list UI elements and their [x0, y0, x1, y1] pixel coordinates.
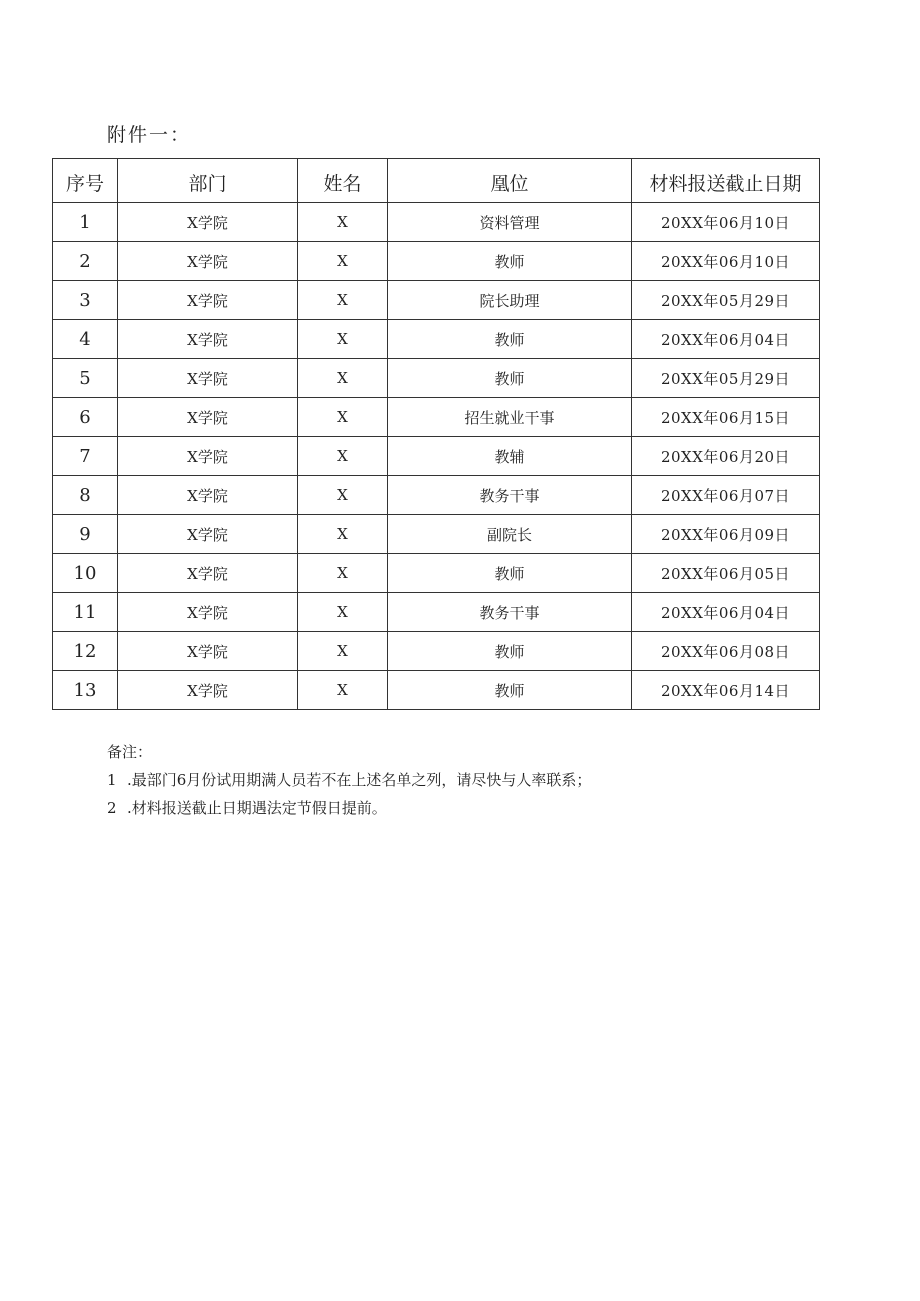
attachment-heading: 附件一： — [107, 124, 192, 146]
table-row — [53, 593, 820, 632]
header-department: 部门 — [118, 159, 298, 203]
note-number: 1 — [107, 771, 117, 789]
cell-department: X学院 — [118, 359, 298, 398]
cell-seq: 7 — [53, 437, 118, 476]
header-deadline: 材料报送截止日期 — [632, 159, 820, 203]
cell-name: X — [298, 437, 388, 476]
table-body — [53, 203, 820, 710]
table-row — [53, 359, 820, 398]
cell-seq: 8 — [53, 476, 118, 515]
cell-seq: 9 — [53, 515, 118, 554]
cell-seq: 11 — [53, 593, 118, 632]
cell-department: X学院 — [118, 632, 298, 671]
cell-deadline: 20XX年06月05日 — [632, 554, 820, 593]
cell-deadline: 20XX年06月09日 — [632, 515, 820, 554]
cell-name: X — [298, 359, 388, 398]
cell-position: 院长助理 — [388, 281, 632, 320]
cell-deadline: 20XX年05月29日 — [632, 359, 820, 398]
cell-position: 教师 — [388, 632, 632, 671]
cell-department: X学院 — [118, 476, 298, 515]
cell-position: 资料管理 — [388, 203, 632, 242]
cell-seq: 1 — [53, 203, 118, 242]
table-row — [53, 554, 820, 593]
cell-deadline: 20XX年06月10日 — [632, 242, 820, 281]
cell-position: 招生就业干事 — [388, 398, 632, 437]
cell-department: X学院 — [118, 593, 298, 632]
cell-position: 教师 — [388, 671, 632, 710]
cell-seq: 3 — [53, 281, 118, 320]
cell-deadline: 20XX年06月20日 — [632, 437, 820, 476]
cell-deadline: 20XX年05月29日 — [632, 281, 820, 320]
cell-department: X学院 — [118, 203, 298, 242]
cell-name: X — [298, 281, 388, 320]
cell-seq: 12 — [53, 632, 118, 671]
table-header-row — [53, 159, 820, 203]
cell-position: 教务干事 — [388, 593, 632, 632]
cell-name: X — [298, 554, 388, 593]
table-row — [53, 203, 820, 242]
cell-name: X — [298, 320, 388, 359]
table-row — [53, 632, 820, 671]
cell-position: 教务干事 — [388, 476, 632, 515]
cell-position: 副院长 — [388, 515, 632, 554]
roster-table — [52, 158, 820, 710]
cell-department: X学院 — [118, 671, 298, 710]
cell-department: X学院 — [118, 554, 298, 593]
header-seq: 序号 — [53, 159, 118, 203]
cell-department: X学院 — [118, 242, 298, 281]
cell-deadline: 20XX年06月04日 — [632, 320, 820, 359]
cell-seq: 10 — [53, 554, 118, 593]
cell-deadline: 20XX年06月07日 — [632, 476, 820, 515]
cell-name: X — [298, 242, 388, 281]
cell-name: X — [298, 398, 388, 437]
cell-seq: 2 — [53, 242, 118, 281]
cell-name: X — [298, 671, 388, 710]
cell-deadline: 20XX年06月14日 — [632, 671, 820, 710]
note-text: .材料报送截止日期遇法定节假日提前。 — [127, 799, 387, 817]
table-row — [53, 281, 820, 320]
cell-position: 教辅 — [388, 437, 632, 476]
cell-position: 教师 — [388, 359, 632, 398]
table-row — [53, 437, 820, 476]
cell-name: X — [298, 593, 388, 632]
cell-department: X学院 — [118, 320, 298, 359]
cell-seq: 6 — [53, 398, 118, 437]
cell-department: X学院 — [118, 515, 298, 554]
table-row — [53, 515, 820, 554]
table-row — [53, 242, 820, 281]
cell-position: 教师 — [388, 320, 632, 359]
cell-position: 教师 — [388, 242, 632, 281]
cell-department: X学院 — [118, 398, 298, 437]
cell-deadline: 20XX年06月15日 — [632, 398, 820, 437]
header-name: 姓名 — [298, 159, 388, 203]
cell-name: X — [298, 476, 388, 515]
header-position: 凰位 — [388, 159, 632, 203]
cell-deadline: 20XX年06月04日 — [632, 593, 820, 632]
table-row — [53, 671, 820, 710]
cell-deadline: 20XX年06月08日 — [632, 632, 820, 671]
note-text: .最部门6月份试用期满人员若不在上述名单之列，请尽快与人率联系； — [127, 771, 592, 789]
table-row — [53, 320, 820, 359]
cell-position: 教师 — [388, 554, 632, 593]
notes-title: 备注： — [107, 743, 153, 761]
cell-name: X — [298, 515, 388, 554]
note-item — [107, 766, 591, 794]
cell-name: X — [298, 203, 388, 242]
note-item — [107, 794, 591, 822]
cell-seq: 13 — [53, 671, 118, 710]
cell-department: X学院 — [118, 281, 298, 320]
table-row — [53, 398, 820, 437]
note-number: 2 — [107, 799, 117, 817]
cell-seq: 5 — [53, 359, 118, 398]
cell-deadline: 20XX年06月10日 — [632, 203, 820, 242]
table-row — [53, 476, 820, 515]
cell-name: X — [298, 632, 388, 671]
cell-seq: 4 — [53, 320, 118, 359]
notes-section — [107, 738, 591, 822]
cell-department: X学院 — [118, 437, 298, 476]
